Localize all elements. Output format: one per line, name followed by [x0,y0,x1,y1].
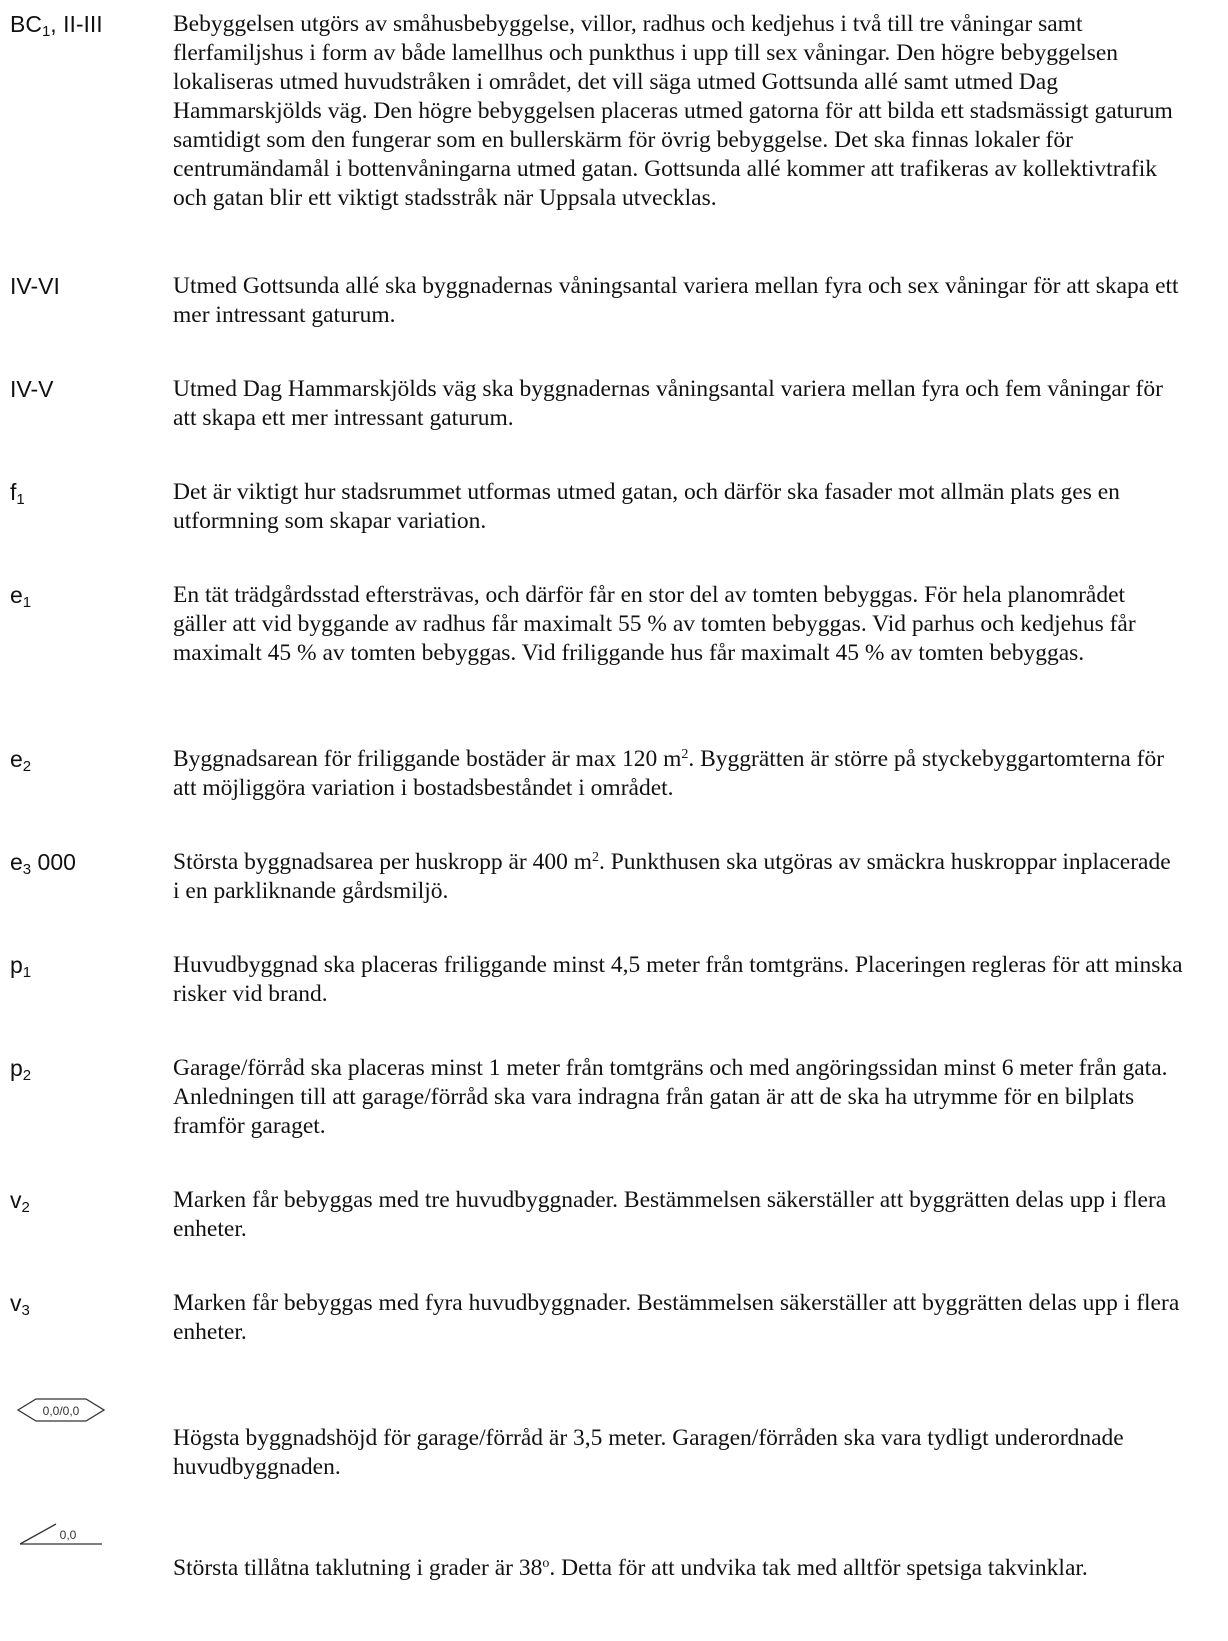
provision-code: IV-VI [10,273,60,299]
provision-code: $e_3$ 000 [10,849,76,878]
svg-text:0,0/0,0: 0,0/0,0 [42,1404,80,1418]
svg-text:0,0: 0,0 [59,1528,77,1542]
provision-text: Marken får bebyggas med fyra huvudbyggnader. Bestämmelsen säkerställer att byggrätten delas upp i flera enheter. [173,1290,1180,1345]
provision-text: Marken får bebyggas med tre huvudbyggnader. Bestämmelsen säkerställer att byggrätten delas upp i flera enheter. [173,1187,1167,1242]
provision-text: Det är viktigt hur stadsrummet utformas utmed gatan, och därför ska fasader mot allmän plats ges en utformning som skapar variation. [173,479,1120,534]
provision-code: $p_1$ [10,952,32,981]
provision-text: Utmed Gottsunda allé ska byggnadernas våningsantal variera mellan fyra och sex våningar för att skapa ett mer intressant gaturum. [173,273,1179,328]
provision-text: Största tillåtna taklutning i grader är 38$^o$. Detta för att undvika tak med alltför spetsiga takvinklar. [173,1555,1088,1581]
provision-code: $e_1$ [10,582,32,611]
provision-code: $p_2$ [10,1055,32,1084]
provision-code: $f_1$ [10,479,25,508]
provision-code: $v_3$ [10,1290,30,1319]
building-height-diamond-icon [16,1396,106,1429]
provision-text: Högsta byggnadshöjd för garage/förråd är 3,5 meter. Garagen/förråden ska vara tydligt underordnade huvudbyggnaden. [173,1425,1124,1480]
provision-code: $v_2$ [10,1187,30,1216]
provision-text: Byggnadsarean för friliggande bostäder är max 120 $m^2$. Byggrätten är större på styckebyggartomterna för att möjliggöra variation i bostadsbeståndet i området. [173,746,1165,801]
provision-code: IV-V [10,376,54,402]
roof-slope-icon [16,1520,106,1553]
provision-code: $e_2$ [10,746,32,775]
provision-text: Utmed Dag Hammarskjölds väg ska byggnadernas våningsantal variera mellan fyra och fem våningar för att skapa ett mer intressant gaturum. [173,376,1163,431]
provision-code: $BC_1$, II-III [10,11,103,40]
provision-text: Huvudbyggnad ska placeras friliggande minst 4,5 meter från tomtgräns. Placeringen regleras för att minska risker vid brand. [173,952,1183,1007]
provision-text: Största byggnadsarea per huskropp är 400 $m^2$. Punkthusen ska utgöras av smäckra huskroppar inplacerade i en parkliknande gårdsmiljö. [173,849,1171,904]
provision-text: Bebyggelsen utgörs av småhusbebyggelse, villor, radhus och kedjehus i två till tre våningar samt flerfamiljshus i form av både lamellhus och punkthus i upp till sex våningar. Den högre bebyggelsen lokaliseras utmed huvudstråken i området, det vill säga utmed Gottsunda allé samt utmed Dag Hammarskjölds väg. Den högre bebyggelsen placeras utmed gatorna för att bilda ett stadsmässigt gaturum samtidigt som den fungerar som en bullerskärm för övrig bebyggelse. Det ska finnas lokaler för centrumändamål i bottenvåningarna utmed gatan. Gottsunda allé kommer att trafikeras av kollektivtrafik och gatan blir ett viktigt stadsstråk när Uppsala utvecklas. [173,11,1173,211]
provision-text: Garage/förråd ska placeras minst 1 meter från tomtgräns och med angöringssidan minst 6 meter från gata. Anledningen till att garage/förråd ska vara indragna från gatan är att de ska ha utrymme för en bilplats framför garaget. [173,1055,1168,1139]
provision-text: En tät trädgårdsstad eftersträvas, och därför får en stor del av tomten bebyggas. För hela planområdet gäller att vid byggande av radhus får maximalt 55 % av tomten bebyggas. Vid parhus och kedjehus får maximalt 45 % av tomten bebyggas. Vid friliggande hus får maximalt 45 % av tomten bebyggas. [173,582,1136,666]
